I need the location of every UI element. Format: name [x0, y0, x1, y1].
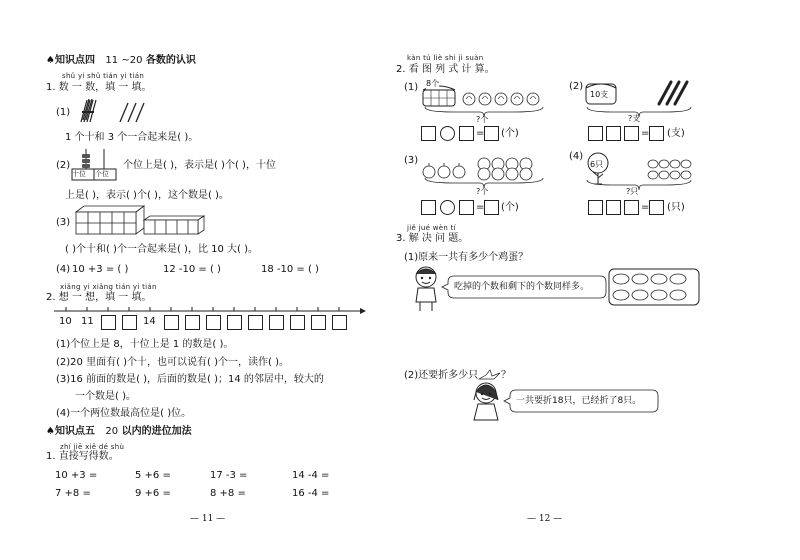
q1-2-label: (2): [56, 160, 71, 171]
p1-label: (1): [404, 82, 419, 93]
p3-blank-3[interactable]: [484, 200, 499, 215]
egg-tray-icon: [608, 268, 700, 306]
calc-5: 7 +8 =: [55, 488, 91, 499]
calc-6: 9 +6 =: [135, 488, 171, 499]
p2-count-label: 10支: [590, 90, 609, 99]
q3-title: 1. 直接写得数。: [46, 451, 119, 462]
p3-unit: (个): [501, 202, 519, 213]
q1-3-text: ( )个十和( )个一合起来是( )，比 10 大( )。: [65, 244, 259, 255]
q1-4-label: (4): [56, 264, 71, 275]
p2-label: (2): [569, 81, 584, 92]
q2-item-3: (3)16 前面的数是( )，后面的数是( )；14 的邻居中，较大的: [56, 374, 324, 385]
p1-blank-3[interactable]: [484, 126, 499, 141]
page-number-right: — 12 —: [527, 514, 563, 524]
q1-3-label: (3): [56, 217, 71, 228]
q1-pinyin: shǔ yi shǔ tián yi tián: [62, 72, 145, 80]
pens-icon: [655, 80, 695, 106]
p4-brace: [586, 179, 692, 193]
p2-blank-3[interactable]: [624, 126, 639, 141]
p3-label: (3): [404, 155, 419, 166]
p4-count-label: 6只: [590, 160, 604, 169]
p2-blank-2[interactable]: [606, 126, 621, 141]
r-q3-title: 3. 解 决 问 题。: [396, 233, 469, 244]
q2-item-1: (1)个位上是 8，十位上是 1 的数是( )。: [56, 339, 234, 350]
s2-question-mark: ？: [501, 370, 511, 381]
p4-blank-2[interactable]: [606, 200, 621, 215]
q1-4-a: 10 +3 = ( ): [72, 264, 129, 275]
section-5-heading: ♠知识点五 20 以内的进位加法: [46, 426, 192, 437]
p4-blank-3[interactable]: [624, 200, 639, 215]
r-q2-pinyin: kàn tú liè shì jì suàn: [407, 54, 484, 62]
number-blank-23[interactable]: [332, 315, 347, 330]
p2-blank-1[interactable]: [588, 126, 603, 141]
p4-label: (4): [569, 151, 584, 162]
p2-blank-4[interactable]: [649, 126, 664, 141]
number-blank-20[interactable]: [269, 315, 284, 330]
number-line-11: 11: [81, 316, 94, 327]
p3-operator[interactable]: [440, 200, 455, 215]
birds-icon: [647, 157, 691, 181]
q1-title: 1. 数 一 数，填 一 填。: [46, 82, 152, 93]
paper-crane-icon: [478, 369, 502, 383]
number-blank-13[interactable]: [122, 315, 137, 330]
calc-8: 16 -4 =: [292, 488, 330, 499]
bundle-of-sticks-icon: [78, 98, 98, 124]
calc-2: 5 +6 =: [135, 470, 171, 481]
p4-blank-4[interactable]: [649, 200, 664, 215]
p1-question: ?个: [476, 115, 489, 124]
calc-1: 10 +3 =: [55, 470, 98, 481]
number-blank-12[interactable]: [101, 315, 116, 330]
number-blank-15[interactable]: [164, 315, 179, 330]
calc-7: 8 +8 =: [210, 488, 246, 499]
number-line-10: 10: [59, 316, 72, 327]
number-blank-21[interactable]: [290, 315, 305, 330]
s2-speech-text: 一共要折18只，已经折了8只。: [516, 396, 642, 406]
number-blank-19[interactable]: [248, 315, 263, 330]
q1-2-line1: 个位上是( )，表示是( )个( )，十位: [123, 160, 276, 171]
number-blank-16[interactable]: [185, 315, 200, 330]
number-blank-17[interactable]: [206, 315, 221, 330]
p2-question: ?支: [628, 114, 641, 123]
p3-blank-1[interactable]: [421, 200, 436, 215]
q3-pinyin: zhí jiē xiě dé shù: [60, 443, 125, 451]
abacus-tens-label: 十位: [72, 170, 86, 178]
q1-2-line2: 上是( )，表示( )个( )，这个数是( )。: [65, 190, 229, 201]
p4-question: ?只: [626, 187, 639, 196]
p1-count-label: 8个: [426, 79, 440, 88]
base-ten-blocks-icon: [70, 206, 206, 240]
number-line-14: 14: [143, 316, 156, 327]
r-q2-title: 2. 看 图 列 式 计 算。: [396, 64, 495, 75]
q2-pinyin: xiǎng yi xiǎng tián yi tián: [60, 283, 157, 291]
p1-operator[interactable]: [440, 126, 455, 141]
p4-unit: (只): [667, 202, 685, 213]
section-4-heading: ♠知识点四 11 ~20 各数的认识: [46, 55, 196, 66]
q1-4-b: 12 -10 = ( ): [163, 264, 221, 275]
p3-equals: =: [476, 202, 485, 213]
p1-equals: =: [476, 128, 485, 139]
p2-unit: (支): [667, 128, 685, 139]
p3-blank-2[interactable]: [459, 200, 474, 215]
q1-4-c: 18 -10 = ( ): [261, 264, 319, 275]
boy-icon: [408, 266, 444, 312]
p3-question: ?个: [476, 187, 489, 196]
calc-3: 17 -3 =: [210, 470, 248, 481]
p4-equals: =: [641, 202, 650, 213]
abacus-ones-label: 个位: [95, 170, 109, 178]
p1-blank-1[interactable]: [421, 126, 436, 141]
p1-blank-2[interactable]: [459, 126, 474, 141]
page-number-left: — 11 —: [190, 514, 226, 524]
q2-title: 2. 想 一 想，填 一 填。: [46, 292, 152, 303]
q2-item-4: (4)一个两位数最高位是( )位。: [56, 408, 192, 419]
s1-speech-text: 吃掉的个数和剩下的个数同样多。: [454, 282, 590, 292]
p2-equals: =: [641, 128, 650, 139]
tomatoes-icon: [462, 90, 544, 106]
q1-1-label: (1): [56, 107, 71, 118]
girl-icon: [468, 382, 504, 428]
s1-text: (1)原来一共有多少个鸡蛋？: [404, 252, 529, 263]
q2-item-3-cont: 一个数是( )。: [75, 391, 136, 402]
number-blank-22[interactable]: [311, 315, 326, 330]
number-blank-18[interactable]: [227, 315, 242, 330]
calc-4: 14 -4 =: [292, 470, 330, 481]
p1-unit: (个): [501, 128, 519, 139]
p4-blank-1[interactable]: [588, 200, 603, 215]
q1-1-text: 1 个十和 3 个一合起来是( )。: [65, 132, 199, 143]
r-q3-pinyin: jiě jué wèn tí: [407, 224, 456, 232]
s2-text: (2)还要折多少只: [404, 370, 479, 381]
three-sticks-icon: [118, 102, 148, 124]
q2-item-2: (2)20 里面有( )个十，也可以说有( )个一，读作( )。: [56, 357, 290, 368]
